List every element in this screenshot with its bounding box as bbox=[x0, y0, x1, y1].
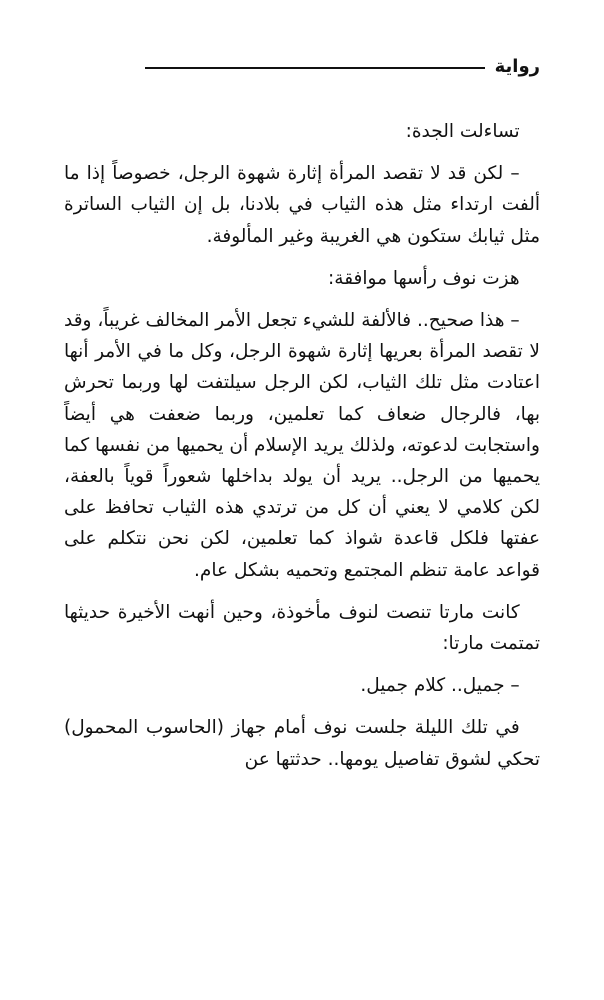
paragraph: هزت نوف رأسها موافقة: bbox=[328, 267, 520, 289]
paragraph: – لكن قد لا تقصد المرأة إثارة شهوة الرجل، خصوصاً إذا ما ألفت ارتداء مثل هذه الثياب في بلادنا، بل إن الثياب الساترة مثل ثيابك ستكون هي الغريبة وغير المألوفة. bbox=[64, 163, 540, 247]
paragraph: كانت مارتا تنصت لنوف مأخوذة، وحين أنهت الأخيرة حديثها تمتمت مارتا: bbox=[64, 601, 540, 655]
paragraph: – جميل.. كلام جميل. bbox=[360, 675, 520, 697]
paragraph: – هذا صحيح.. فالألفة للشيء تجعل الأمر المخالف غريباً، وقد لا تقصد المرأة بعريها إثارة شهوة الرجل، وكل ما في الأمر أنها اعتادت مثل تلك الثياب، لكن الرجل سيلتفت لها وربما تحرش بها، فالرجال ضعاف كما تعلمين، وربما ضعفت هي أيضاً واستجابت لدعوته، ولذلك يريد الإسلام أن يحميها من نفسها كما يحميها من الرجل.. يريد أن يولد بداخلها شعوراً قوياً بالعفة، لكن كلامي لا يعني أن كل من ترتدي هذه الثياب تحافظ على عفتها فلكل قاعدة شواذ كما تعلمين، لكن نحن نتكلم على قواعد عامة تنظم المجتمع وتحميه بشكل عام. bbox=[64, 310, 540, 581]
running-head-title: رواية bbox=[494, 56, 540, 77]
running-header bbox=[64, 54, 540, 80]
paragraph: في تلك الليلة جلست نوف أمام جهاز (الحاسوب المحمول) تحكي لشوق تفاصيل يومها.. حدثتها عن bbox=[64, 717, 540, 770]
page-body bbox=[64, 116, 540, 786]
header-rule bbox=[145, 67, 485, 69]
paragraph: تساءلت الجدة: bbox=[405, 121, 520, 142]
